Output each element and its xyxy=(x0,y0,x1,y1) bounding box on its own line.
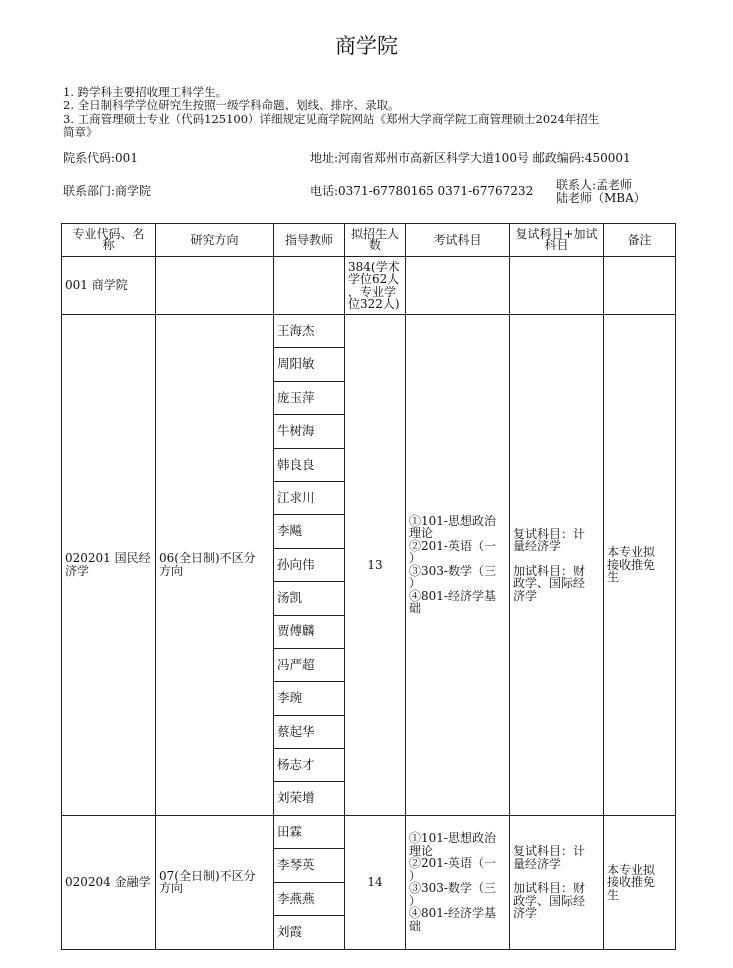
header-enroll: 拟招生人 数 xyxy=(345,224,406,257)
supervisor-name: 杨志才 xyxy=(274,749,345,782)
major-2-retest: 复试科目：计 量经济学 加试科目：财 政学、国际经 济学 xyxy=(510,815,604,949)
supervisor-name: 刘霞 xyxy=(274,916,345,950)
school-enroll: 384(学术 学位62人 ，专业学 位322人) xyxy=(345,257,406,315)
supervisor-name: 李琴英 xyxy=(274,849,345,883)
school-retest xyxy=(510,257,604,315)
school-remark xyxy=(604,257,676,315)
notes xyxy=(63,86,683,140)
major-2-direction: 07(全日制)不区分 方向 xyxy=(156,815,274,949)
major-1-direction: 06(全日制)不区分 方向 xyxy=(156,315,274,816)
header-exam: 考试科目 xyxy=(406,224,510,257)
dept-code: 院系代码:001 xyxy=(63,151,138,165)
supervisor-name: 汤凯 xyxy=(274,582,345,615)
note-1: 1. 跨学科主要招收理工科学生。 xyxy=(63,85,228,99)
page-title: 商学院 xyxy=(335,34,398,58)
supervisor-name: 王海杰 xyxy=(274,315,345,348)
header-remark: 备注 xyxy=(604,224,676,257)
note-2: 2. 全日制科学学位研究生按照一级学科命题、划线、排序、录取。 xyxy=(63,98,400,113)
supervisor-name: 孙向伟 xyxy=(274,548,345,581)
school-row xyxy=(62,257,676,315)
address: 地址:河南省郑州市高新区科学大道100号 邮政编码:450001 xyxy=(310,151,631,165)
note-3: 3. 工商管理硕士专业（代码125100）详细规定见商学院网站《郑州大学商学院工商管理硕士2024年招生 xyxy=(63,111,600,126)
major-2-exam: ①101-思想政治 理论 ②201-英语（一 ） ③303-数学（三 ） ④801-经济学基 础 xyxy=(406,815,510,949)
supervisor-name: 刘荣增 xyxy=(274,782,345,815)
header-supervisor: 指导教师 xyxy=(274,224,345,257)
admissions-table xyxy=(61,223,676,950)
supervisor-name: 李燕燕 xyxy=(274,882,345,916)
school-direction xyxy=(156,257,274,315)
supervisor-name: 贾傅麟 xyxy=(274,615,345,648)
contact-person xyxy=(556,179,646,205)
major-1-name: 020201 国民经 济学 xyxy=(62,315,156,816)
major-1-remark: 本专业拟 接收推免 生 xyxy=(604,315,676,816)
contact-person-2: 陆老师（MBA） xyxy=(556,191,646,205)
supervisor-name: 韩良良 xyxy=(274,448,345,481)
table-row xyxy=(62,315,676,348)
table-row xyxy=(62,815,676,849)
phone: 电话:0371-67780165 0371-67767232 xyxy=(310,184,534,198)
supervisor-name: 牛树海 xyxy=(274,415,345,448)
major-1-retest: 复试科目：计 量经济学 加试科目：财 政学、国际经 济学 xyxy=(510,315,604,816)
supervisor-name: 田霖 xyxy=(274,815,345,849)
major-1-enroll: 13 xyxy=(345,315,406,816)
header-direction: 研究方向 xyxy=(156,224,274,257)
major-2-name: 020204 金融学 xyxy=(62,815,156,949)
supervisor-name: 李飚 xyxy=(274,515,345,548)
major-1-exam: ①101-思想政治 理论 ②201-英语（一 ） ③303-数学（三 ） ④801-经济学基 础 xyxy=(406,315,510,816)
supervisor-name: 蔡起华 xyxy=(274,715,345,748)
header-major: 专业代码、名 称 xyxy=(62,224,156,257)
major-2-enroll: 14 xyxy=(345,815,406,949)
supervisor-name: 周阳敏 xyxy=(274,348,345,381)
contact-person-1: 联系人:孟老师 xyxy=(556,178,633,192)
school-supervisor xyxy=(274,257,345,315)
header-retest: 复试科目+加试 科目 xyxy=(510,224,604,257)
school-exam xyxy=(406,257,510,315)
major-2-remark: 本专业拟 接收推免 生 xyxy=(604,815,676,949)
school-name: 001 商学院 xyxy=(62,257,156,315)
supervisor-name: 李琬 xyxy=(274,682,345,715)
table-header-row xyxy=(62,224,676,257)
supervisor-name: 江求川 xyxy=(274,481,345,514)
supervisor-name: 冯严超 xyxy=(274,648,345,681)
contact-dept: 联系部门:商学院 xyxy=(63,184,152,198)
note-3-cont: 简章》 xyxy=(63,125,98,140)
supervisor-name: 庞玉萍 xyxy=(274,381,345,414)
